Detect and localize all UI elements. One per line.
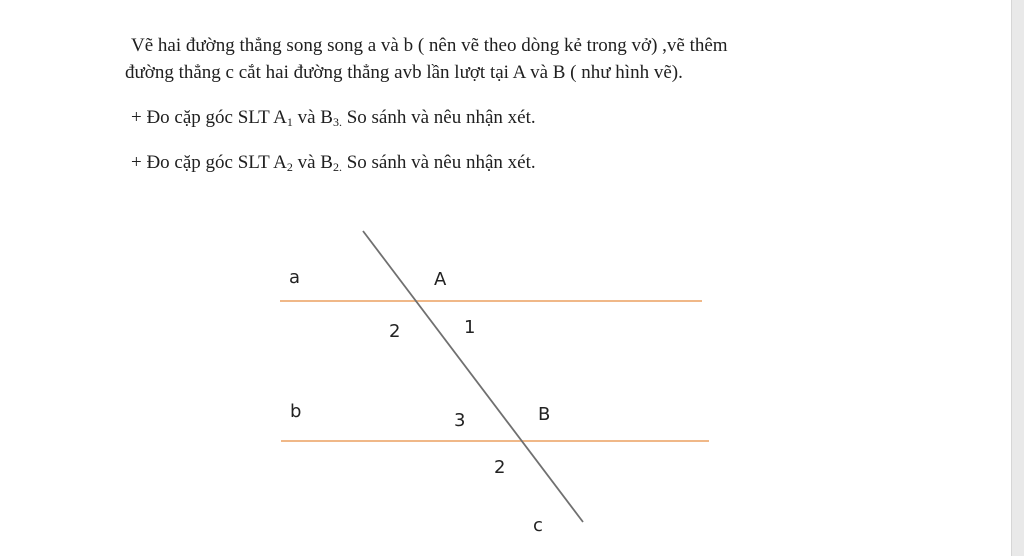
task-item-2-sub-b: 2. xyxy=(332,160,342,174)
label-angle-a2: 2 xyxy=(389,321,401,342)
task-item-2-suffix: So sánh và nêu nhận xét. xyxy=(341,152,536,173)
task-item-1-sub-b: 3. xyxy=(332,115,342,129)
task-item-1-prefix: + Đo cặp góc SLT A xyxy=(131,107,287,128)
task-item-2-mid: và B xyxy=(292,152,333,173)
task-item-1-suffix: So sánh và nêu nhận xét. xyxy=(341,107,536,128)
instruction-line-1: Vẽ hai đường thẳng song song a và b ( nên vẽ theo dòng kẻ trong vở) ,vẽ thêm xyxy=(131,35,728,56)
task-item-2-sub-a: 2 xyxy=(286,160,293,174)
label-line-a: a xyxy=(289,267,301,288)
transversal-line-c xyxy=(363,231,583,522)
label-angle-b2: 2 xyxy=(494,457,506,478)
task-item-1-sub-a: 1 xyxy=(286,115,293,129)
label-point-b: B xyxy=(538,404,551,425)
label-angle-a1: 1 xyxy=(464,317,476,338)
task-item-2-prefix: + Đo cặp góc SLT A xyxy=(131,152,287,173)
label-line-b: b xyxy=(290,401,302,422)
instruction-line-2: đường thẳng c cắt hai đường thẳng avb lần lượt tại A và B ( như hình vẽ). xyxy=(125,62,683,83)
label-line-c: c xyxy=(533,515,543,536)
label-point-a: A xyxy=(434,269,447,290)
task-item-1-mid: và B xyxy=(292,107,333,128)
label-angle-b3: 3 xyxy=(454,410,466,431)
